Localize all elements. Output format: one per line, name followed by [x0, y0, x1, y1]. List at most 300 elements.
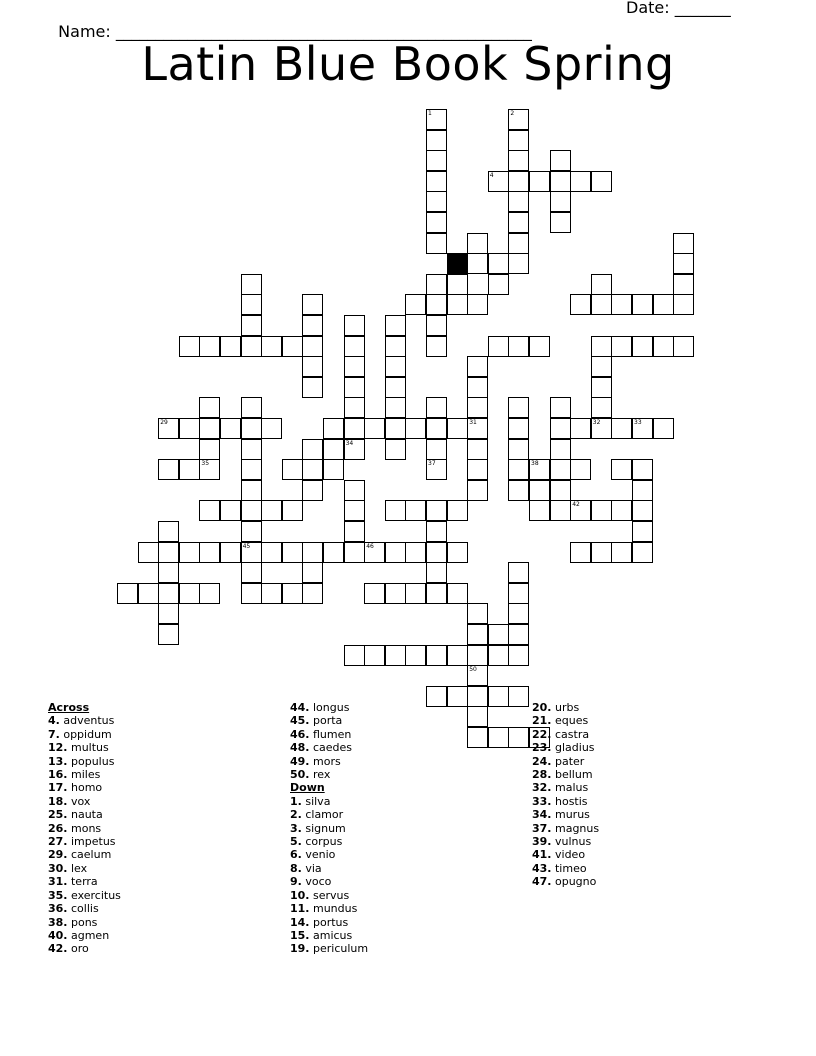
crossword-cell[interactable] [611, 294, 632, 315]
crossword-cell[interactable] [570, 500, 591, 521]
crossword-cell[interactable] [632, 418, 653, 439]
crossword-cell[interactable] [467, 624, 488, 645]
crossword-cell[interactable] [426, 212, 447, 233]
crossword-cell[interactable] [550, 459, 571, 480]
crossword-cell[interactable] [241, 439, 262, 460]
crossword-cell[interactable] [447, 418, 468, 439]
crossword-cell[interactable] [632, 480, 653, 501]
crossword-cell[interactable] [467, 645, 488, 666]
crossword-cell[interactable] [570, 459, 591, 480]
crossword-cell[interactable] [508, 603, 529, 624]
clue-text: pons [67, 915, 98, 929]
crossword-cell[interactable] [653, 294, 674, 315]
crossword-cell[interactable] [550, 480, 571, 501]
crossword-cell[interactable] [241, 274, 262, 295]
crossword-cell[interactable] [447, 686, 468, 707]
crossword-cell[interactable] [405, 418, 426, 439]
crossword-cell[interactable] [405, 294, 426, 315]
crossword-cell[interactable] [426, 439, 447, 460]
crossword-cell[interactable] [488, 253, 509, 274]
crossword-cell[interactable] [611, 418, 632, 439]
crossword-cell[interactable] [364, 645, 385, 666]
crossword-cell[interactable] [673, 253, 694, 274]
crossword-cell[interactable] [632, 500, 653, 521]
crossword-cell[interactable] [467, 706, 488, 727]
clue-item [48, 902, 121, 915]
clue-number: 39. [532, 835, 552, 849]
crossword-cell[interactable] [302, 459, 323, 480]
crossword-cell[interactable] [385, 377, 406, 398]
crossword-cell[interactable] [426, 294, 447, 315]
clue-number: 32. [532, 781, 552, 795]
clue-item [290, 768, 368, 781]
crossword-cell[interactable] [529, 459, 550, 480]
clue-item [290, 889, 368, 902]
clue-number: 1. [290, 794, 302, 808]
crossword-cell[interactable] [158, 418, 179, 439]
crossword-cell[interactable] [220, 418, 241, 439]
crossword-cell[interactable] [158, 583, 179, 604]
crossword-cell[interactable] [344, 356, 365, 377]
crossword-cell[interactable] [426, 109, 447, 130]
crossword-cell[interactable] [179, 418, 200, 439]
crossword-cell[interactable] [344, 439, 365, 460]
crossword-cell[interactable] [467, 294, 488, 315]
clue-text: gladius [551, 741, 595, 755]
crossword-cell[interactable] [220, 500, 241, 521]
crossword-cell[interactable] [385, 645, 406, 666]
crossword-cell[interactable] [426, 233, 447, 254]
crossword-cell[interactable] [344, 480, 365, 501]
crossword-cell[interactable] [508, 418, 529, 439]
crossword-cell[interactable] [302, 439, 323, 460]
crossword-cell[interactable] [426, 191, 447, 212]
crossword-cell[interactable] [179, 459, 200, 480]
clue-item [48, 755, 121, 768]
clue-number: 3. [290, 821, 302, 835]
crossword-cell[interactable] [426, 418, 447, 439]
crossword-cell[interactable] [426, 315, 447, 336]
crossword-cell[interactable] [117, 583, 138, 604]
date-field[interactable]: Date: _______ [626, 0, 731, 17]
crossword-cell[interactable] [426, 562, 447, 583]
crossword-cell[interactable] [199, 542, 220, 563]
cell-number: 37 [428, 460, 436, 468]
crossword-cell[interactable] [405, 500, 426, 521]
crossword-cell[interactable] [344, 418, 365, 439]
cell-number: 4 [489, 171, 494, 179]
crossword-cell[interactable] [302, 542, 323, 563]
crossword-cell[interactable] [344, 500, 365, 521]
crossword-cell[interactable] [344, 336, 365, 357]
clue-item [290, 728, 368, 741]
crossword-cell[interactable] [241, 480, 262, 501]
crossword-cell[interactable] [199, 439, 220, 460]
crossword-cell[interactable] [241, 418, 262, 439]
crossword-cell[interactable] [529, 336, 550, 357]
crossword-cell[interactable] [323, 439, 344, 460]
crossword-cell[interactable] [426, 542, 447, 563]
clue-item [532, 862, 599, 875]
crossword-cell[interactable] [344, 542, 365, 563]
crossword-cell[interactable] [570, 294, 591, 315]
crossword-cell[interactable] [426, 171, 447, 192]
clue-text: exercitus [67, 888, 121, 902]
crossword-cell[interactable] [323, 542, 344, 563]
crossword-cell[interactable] [488, 274, 509, 295]
crossword-cell[interactable] [385, 542, 406, 563]
clue-number: 50. [290, 768, 310, 782]
crossword-cell[interactable] [344, 521, 365, 542]
crossword-cell[interactable] [364, 418, 385, 439]
crossword-cell[interactable] [282, 500, 303, 521]
crossword-cell[interactable] [344, 397, 365, 418]
crossword-cell[interactable] [508, 191, 529, 212]
crossword-cell[interactable] [426, 521, 447, 542]
crossword-cell[interactable] [199, 583, 220, 604]
crossword-cell[interactable] [447, 583, 468, 604]
crossword-cell[interactable] [220, 542, 241, 563]
clue-column-2 [290, 701, 368, 956]
clue-text: hostis [551, 794, 588, 808]
crossword-cell[interactable] [508, 459, 529, 480]
clue-text: homo [67, 781, 103, 795]
crossword-cell[interactable] [447, 294, 468, 315]
crossword-cell[interactable] [508, 480, 529, 501]
crossword-cell[interactable] [199, 336, 220, 357]
crossword-cell[interactable] [591, 356, 612, 377]
clue-text: mors [309, 754, 341, 768]
clue-item [532, 835, 599, 848]
cell-number: 46 [366, 542, 374, 550]
crossword-cell[interactable] [323, 459, 344, 480]
crossword-cell[interactable] [467, 480, 488, 501]
crossword-cell[interactable] [550, 418, 571, 439]
clue-text: miles [67, 768, 101, 782]
crossword-cell[interactable] [591, 171, 612, 192]
crossword-cell[interactable] [426, 150, 447, 171]
clue-item [532, 714, 599, 727]
crossword-cell[interactable] [508, 727, 529, 748]
cell-number: 31 [469, 419, 477, 426]
crossword-cell[interactable] [508, 397, 529, 418]
clue-item [48, 848, 121, 861]
crossword-cell[interactable] [632, 521, 653, 542]
crossword-cell[interactable] [405, 542, 426, 563]
crossword-cell[interactable] [426, 274, 447, 295]
crossword-cell[interactable] [241, 294, 262, 315]
clue-number: 48. [290, 741, 310, 755]
crossword-cell[interactable] [261, 418, 282, 439]
crossword-cell[interactable] [591, 397, 612, 418]
crossword-cell[interactable] [385, 356, 406, 377]
crossword-cell[interactable] [467, 397, 488, 418]
clue-item [48, 822, 121, 835]
crossword-cell[interactable] [550, 500, 571, 521]
crossword-cell[interactable] [138, 583, 159, 604]
crossword-cell[interactable] [241, 542, 262, 563]
clue-text: oro [67, 942, 89, 956]
clue-item [48, 862, 121, 875]
crossword-cell[interactable] [467, 418, 488, 439]
clue-item [532, 768, 599, 781]
crossword-cell[interactable] [447, 542, 468, 563]
crossword-cell[interactable] [447, 500, 468, 521]
crossword-cell[interactable] [282, 583, 303, 604]
crossword-cell[interactable] [550, 212, 571, 233]
crossword-cell[interactable] [550, 439, 571, 460]
clue-text: signum [301, 821, 346, 835]
crossword-cell[interactable] [611, 542, 632, 563]
clue-text: corpus [301, 835, 343, 849]
crossword-cell[interactable] [426, 645, 447, 666]
clue-text: via [301, 861, 322, 875]
crossword-cell[interactable] [508, 624, 529, 645]
crossword-cell[interactable] [653, 336, 674, 357]
crossword-cell[interactable] [508, 336, 529, 357]
crossword-cell[interactable] [508, 130, 529, 151]
crossword-cell[interactable] [591, 500, 612, 521]
crossword-cell[interactable] [467, 356, 488, 377]
crossword-cell[interactable] [508, 233, 529, 254]
crossword-cell[interactable] [426, 459, 447, 480]
clue-text: longus [309, 701, 350, 714]
crossword-cell[interactable] [302, 377, 323, 398]
clue-item [48, 714, 121, 727]
crossword-cell[interactable] [488, 686, 509, 707]
clue-text: voco [301, 875, 332, 889]
crossword-cell[interactable] [467, 603, 488, 624]
clue-number: 19. [290, 942, 310, 956]
clue-text: lex [67, 861, 88, 875]
crossword-cell[interactable] [673, 336, 694, 357]
cell-number: 29 [160, 419, 168, 426]
clue-column-3 [532, 701, 599, 889]
cell-number: 33 [634, 419, 642, 426]
crossword-cell[interactable] [241, 459, 262, 480]
crossword-cell[interactable] [323, 418, 344, 439]
clue-item [48, 795, 121, 808]
crossword-cell[interactable] [385, 315, 406, 336]
crossword-cell[interactable] [282, 336, 303, 357]
crossword-cell[interactable] [467, 727, 488, 748]
crossword-cell[interactable] [488, 645, 509, 666]
crossword-cell[interactable] [673, 233, 694, 254]
crossword-cell[interactable] [385, 583, 406, 604]
header [48, 0, 748, 41]
crossword-cell[interactable] [550, 397, 571, 418]
crossword-cell[interactable] [426, 130, 447, 151]
clue-text: urbs [551, 701, 580, 714]
crossword-cell[interactable] [302, 480, 323, 501]
crossword-cell[interactable] [467, 253, 488, 274]
crossword-cell[interactable] [467, 439, 488, 460]
crossword-cell[interactable] [261, 542, 282, 563]
crossword-cell[interactable] [179, 336, 200, 357]
crossword-cell[interactable] [673, 294, 694, 315]
crossword-cell[interactable] [302, 315, 323, 336]
down-heading: Down [290, 781, 325, 795]
crossword-cell[interactable] [179, 542, 200, 563]
clue-number: 30. [48, 861, 68, 875]
clue-item [290, 701, 368, 714]
crossword-cell[interactable] [158, 521, 179, 542]
crossword-cell[interactable] [241, 521, 262, 542]
crossword-cell[interactable] [611, 500, 632, 521]
crossword-cell[interactable] [364, 542, 385, 563]
clue-item [290, 929, 368, 942]
crossword-cell[interactable] [570, 171, 591, 192]
crossword-cell[interactable] [199, 500, 220, 521]
crossword-cell[interactable] [673, 274, 694, 295]
clue-number: 25. [48, 808, 68, 822]
crossword-cell[interactable] [302, 294, 323, 315]
crossword-cell[interactable] [261, 583, 282, 604]
clue-text: caedes [309, 741, 353, 755]
crossword-cell[interactable] [447, 274, 468, 295]
crossword-cell[interactable] [467, 459, 488, 480]
crossword-cell[interactable] [426, 583, 447, 604]
clue-text: flumen [309, 727, 352, 741]
crossword-cell[interactable] [302, 356, 323, 377]
crossword-cell[interactable] [426, 686, 447, 707]
crossword-cell[interactable] [220, 336, 241, 357]
crossword-cell[interactable] [570, 418, 591, 439]
crossword-cell[interactable] [426, 500, 447, 521]
crossword-cell[interactable] [261, 336, 282, 357]
crossword-cell[interactable] [591, 377, 612, 398]
crossword-cell[interactable] [179, 583, 200, 604]
clue-item [290, 835, 368, 848]
crossword-cell[interactable] [632, 294, 653, 315]
crossword-cell[interactable] [508, 439, 529, 460]
crossword-cell[interactable] [385, 336, 406, 357]
crossword-cell[interactable] [158, 603, 179, 624]
crossword-cell[interactable] [405, 645, 426, 666]
crossword-cell[interactable] [467, 665, 488, 686]
clue-item [532, 728, 599, 741]
crossword-cell[interactable] [158, 459, 179, 480]
crossword-cell[interactable] [488, 727, 509, 748]
crossword-cell[interactable] [508, 212, 529, 233]
clue-item [290, 714, 368, 727]
crossword-cell[interactable] [467, 686, 488, 707]
crossword-cell[interactable] [488, 336, 509, 357]
crossword-cell[interactable] [508, 109, 529, 130]
clue-number: 15. [290, 928, 310, 942]
crossword-cell[interactable] [199, 397, 220, 418]
crossword-cell[interactable] [158, 624, 179, 645]
clue-item [48, 929, 121, 942]
crossword-cell[interactable] [405, 583, 426, 604]
crossword-cell[interactable] [467, 233, 488, 254]
clue-item [48, 942, 121, 955]
crossword-cell[interactable] [241, 336, 262, 357]
crossword-cell[interactable] [550, 150, 571, 171]
crossword-cell[interactable] [385, 418, 406, 439]
crossword-cell[interactable] [488, 171, 509, 192]
crossword-cell[interactable] [282, 542, 303, 563]
crossword-cell[interactable] [199, 459, 220, 480]
crossword-cell[interactable] [591, 294, 612, 315]
crossword-cell[interactable] [282, 459, 303, 480]
crossword-cell[interactable] [364, 583, 385, 604]
crossword-cell[interactable] [426, 336, 447, 357]
crossword-cell[interactable] [241, 397, 262, 418]
crossword-cell[interactable] [591, 542, 612, 563]
crossword-block [447, 253, 468, 274]
crossword-cell[interactable] [591, 274, 612, 295]
crossword-cell[interactable] [632, 459, 653, 480]
crossword-cell[interactable] [508, 562, 529, 583]
clue-item [290, 902, 368, 915]
crossword-cell[interactable] [632, 542, 653, 563]
crossword-cell[interactable] [653, 418, 674, 439]
cell-number: 32 [592, 419, 601, 426]
crossword-cell[interactable] [302, 583, 323, 604]
crossword-cell[interactable] [385, 500, 406, 521]
crossword-cell[interactable] [508, 150, 529, 171]
crossword-cell[interactable] [508, 253, 529, 274]
clue-number: 35. [48, 888, 68, 902]
clue-item [290, 808, 368, 821]
crossword-cell[interactable] [611, 336, 632, 357]
crossword-cell[interactable] [241, 500, 262, 521]
crossword-cell[interactable] [158, 562, 179, 583]
crossword-cell[interactable] [529, 480, 550, 501]
crossword-cell[interactable] [447, 645, 468, 666]
crossword-cell[interactable] [529, 500, 550, 521]
crossword-cell[interactable] [241, 315, 262, 336]
crossword-cell[interactable] [426, 397, 447, 418]
crossword-cell[interactable] [611, 459, 632, 480]
crossword-cell[interactable] [488, 624, 509, 645]
crossword-cell[interactable] [158, 542, 179, 563]
crossword-cell[interactable] [550, 191, 571, 212]
crossword-cell[interactable] [241, 583, 262, 604]
crossword-cell[interactable] [138, 542, 159, 563]
crossword-cell[interactable] [508, 645, 529, 666]
crossword-cell[interactable] [550, 171, 571, 192]
crossword-cell[interactable] [529, 171, 550, 192]
name-field[interactable]: Name: ____________________________________________________ [58, 22, 532, 41]
crossword-cell[interactable] [344, 315, 365, 336]
crossword-cell[interactable] [508, 171, 529, 192]
crossword-cell[interactable] [508, 583, 529, 604]
crossword-cell[interactable] [632, 336, 653, 357]
crossword-cell[interactable] [591, 336, 612, 357]
crossword-cell[interactable] [570, 542, 591, 563]
clue-number: 41. [532, 848, 552, 862]
crossword-cell[interactable] [241, 562, 262, 583]
crossword-cell[interactable] [467, 377, 488, 398]
crossword-cell[interactable] [385, 439, 406, 460]
crossword-cell[interactable] [261, 500, 282, 521]
crossword-cell[interactable] [344, 645, 365, 666]
crossword-cell[interactable] [385, 397, 406, 418]
crossword-cell[interactable] [302, 336, 323, 357]
clue-item [48, 875, 121, 888]
crossword-cell[interactable] [199, 418, 220, 439]
crossword-cell[interactable] [344, 377, 365, 398]
crossword-cell[interactable] [302, 562, 323, 583]
clue-text: vox [67, 794, 91, 808]
clue-text: mundus [309, 902, 358, 916]
clue-number: 14. [290, 915, 310, 929]
clue-number: 34. [532, 808, 552, 822]
crossword-cell[interactable] [591, 418, 612, 439]
crossword-cell[interactable] [508, 686, 529, 707]
